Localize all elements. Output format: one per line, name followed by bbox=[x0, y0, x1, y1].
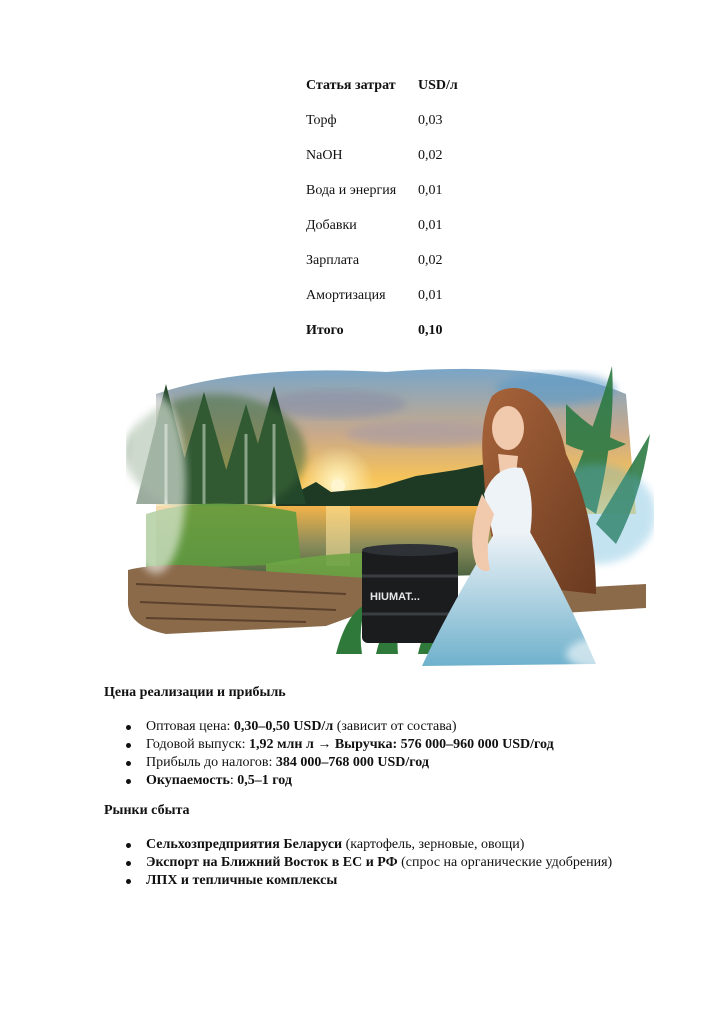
item-text: (зависит от состава) bbox=[333, 719, 457, 734]
markets-section-title: Рынки сбыта bbox=[104, 803, 190, 818]
row-value: 0,01 bbox=[418, 183, 443, 198]
list-item bbox=[104, 872, 704, 890]
item-bold: 0,30–0,50 USD/л bbox=[233, 719, 334, 734]
item-text: : bbox=[229, 773, 238, 788]
table-row bbox=[300, 148, 478, 183]
table-row bbox=[300, 218, 478, 253]
header-unit: USD/л bbox=[418, 78, 458, 93]
list-item bbox=[104, 718, 704, 736]
row-value: 0,02 bbox=[418, 253, 443, 268]
row-item: Зарплата bbox=[306, 253, 360, 268]
row-value: 0,01 bbox=[418, 218, 443, 233]
markets-list bbox=[104, 836, 704, 890]
item-text: Оптовая цена: bbox=[146, 719, 234, 734]
table-row bbox=[300, 288, 478, 323]
item-bold: 384 000–768 000 USD/год bbox=[275, 755, 429, 770]
item-bold: 1,92 млн л → Выручка: 576 000–960 000 USD/год bbox=[249, 737, 554, 752]
list-item bbox=[104, 836, 704, 854]
item-bold: ЛПХ и тепличные комплексы bbox=[146, 873, 338, 888]
item-bold: 0,5–1 год bbox=[237, 773, 292, 788]
row-value: 0,01 bbox=[418, 288, 443, 303]
row-value: 0,03 bbox=[418, 113, 443, 128]
item-text: (спрос на органические удобрения) bbox=[397, 855, 613, 870]
cost-table bbox=[300, 78, 478, 358]
row-value: 0,02 bbox=[418, 148, 443, 163]
item-text: (картофель, зерновые, овощи) bbox=[342, 837, 525, 852]
list-item bbox=[104, 854, 704, 872]
price-section-title: Цена реализации и прибыль bbox=[104, 685, 286, 700]
list-item bbox=[104, 754, 704, 772]
table-row bbox=[300, 253, 478, 288]
table-row bbox=[300, 183, 478, 218]
illustration-lake-scene bbox=[126, 364, 654, 670]
item-bold: Экспорт на Ближний Восток в ЕС и РФ bbox=[146, 855, 398, 870]
list-item bbox=[104, 772, 704, 790]
row-item: NaOH bbox=[306, 148, 343, 163]
row-item: Амортизация bbox=[306, 288, 386, 303]
table-total-row bbox=[300, 323, 478, 358]
item-text: Годовой выпуск: bbox=[146, 737, 250, 752]
row-item: Торф bbox=[306, 113, 337, 128]
barrel-label: HIUMAT... bbox=[370, 591, 420, 603]
row-item: Добавки bbox=[306, 218, 357, 233]
item-bold: Окупаемость bbox=[146, 773, 230, 788]
list-item bbox=[104, 736, 704, 754]
cost-table-header bbox=[300, 78, 478, 113]
item-text: Прибыль до налогов: bbox=[146, 755, 276, 770]
item-bold: Сельхозпредприятия Беларуси bbox=[146, 837, 343, 852]
table-row bbox=[300, 113, 478, 148]
total-item: Итого bbox=[306, 323, 344, 338]
price-list bbox=[104, 718, 704, 790]
row-item: Вода и энергия bbox=[306, 183, 397, 198]
total-value: 0,10 bbox=[418, 323, 443, 338]
header-item: Статья затрат bbox=[306, 78, 396, 93]
